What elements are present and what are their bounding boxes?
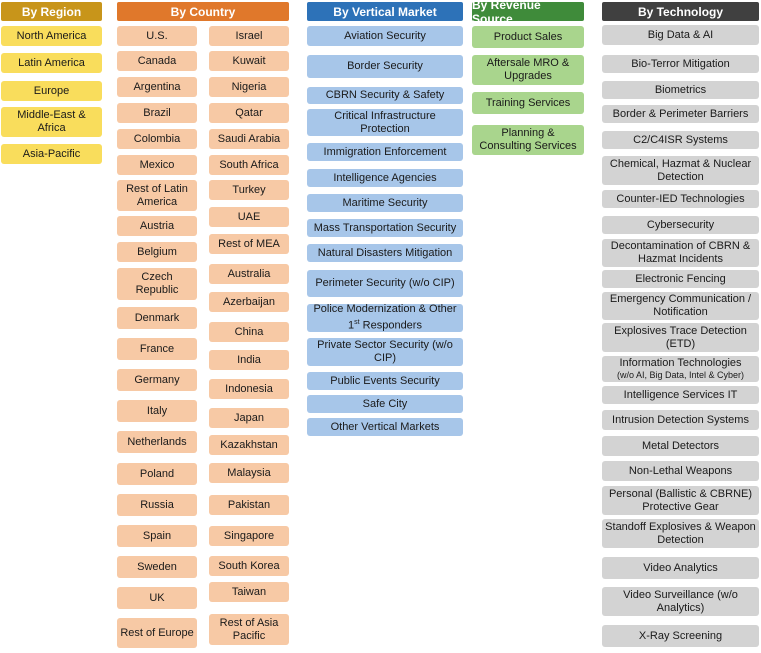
country-kazakhstan: Kazakhstan [209, 435, 289, 455]
tech-intelligence-services-it: Intelligence Services IT [602, 386, 759, 404]
country-azerbaijan: Azerbaijan [209, 292, 289, 312]
tech-chemical-hazmat-nuclear: Chemical, Hazmat & Nuclear Detection [602, 156, 759, 185]
country-sweden: Sweden [117, 556, 197, 578]
tech-emergency-communication: Emergency Communication / Notification [602, 292, 759, 320]
vertical-immigration-enforcement: Immigration Enforcement [307, 143, 463, 161]
country-south-korea: South Korea [209, 556, 289, 576]
country-canada: Canada [117, 51, 197, 71]
country-denmark: Denmark [117, 307, 197, 329]
tech-non-lethal-weapons: Non-Lethal Weapons [602, 461, 759, 481]
country-china: China [209, 322, 289, 342]
vertical-private-sector-security: Private Sector Security (w/o CIP) [307, 338, 463, 366]
tech-decontamination: Decontamination of CBRN & Hazmat Incidents [602, 239, 759, 267]
country-india: India [209, 350, 289, 370]
tech-electronic-fencing: Electronic Fencing [602, 270, 759, 288]
country-spain: Spain [117, 525, 197, 547]
vertical-natural-disasters: Natural Disasters Mitigation [307, 244, 463, 262]
tech-cybersecurity: Cybersecurity [602, 216, 759, 234]
country-uae: UAE [209, 207, 289, 227]
revenue-header: By Revenue Source [472, 2, 584, 21]
tech-personal-protective-gear: Personal (Ballistic & CBRNE) Protective Gear [602, 486, 759, 515]
tech-standoff-explosives: Standoff Explosives & Weapon Detection [602, 519, 759, 548]
vertical-mass-transportation: Mass Transportation Security [307, 219, 463, 237]
vertical-police-modernization: Police Modernization & Other 1st Responders [307, 304, 463, 332]
vertical-intelligence-agencies: Intelligence Agencies [307, 169, 463, 187]
country-header: By Country [117, 2, 289, 21]
region-middle-east-africa: Middle-East & Africa [1, 107, 102, 137]
tech-x-ray-screening: X-Ray Screening [602, 625, 759, 647]
country-indonesia: Indonesia [209, 379, 289, 399]
region-asia-pacific: Asia-Pacific [1, 144, 102, 164]
country-poland: Poland [117, 463, 197, 485]
vertical-header: By Vertical Market [307, 2, 463, 21]
region-north-america: North America [1, 26, 102, 46]
country-kuwait: Kuwait [209, 51, 289, 71]
country-france: France [117, 338, 197, 360]
country-saudi-arabia: Saudi Arabia [209, 129, 289, 149]
country-us: U.S. [117, 26, 197, 46]
country-australia: Australia [209, 264, 289, 284]
country-taiwan: Taiwan [209, 582, 289, 602]
country-nigeria: Nigeria [209, 77, 289, 97]
vertical-aviation-security: Aviation Security [307, 26, 463, 46]
country-czech-republic: Czech Republic [117, 268, 197, 300]
region-header: By Region [1, 2, 102, 21]
country-russia: Russia [117, 494, 197, 516]
country-belgium: Belgium [117, 242, 197, 262]
country-turkey: Turkey [209, 180, 289, 200]
country-singapore: Singapore [209, 526, 289, 546]
revenue-planning-consulting: Planning & Consulting Services [472, 125, 584, 155]
tech-video-analytics: Video Analytics [602, 557, 759, 579]
tech-video-surveillance: Video Surveillance (w/o Analytics) [602, 587, 759, 616]
country-japan: Japan [209, 408, 289, 428]
tech-biometrics: Biometrics [602, 81, 759, 99]
tech-c2-c4isr: C2/C4ISR Systems [602, 131, 759, 149]
country-rest-of-latin-america: Rest of Latin America [117, 180, 197, 211]
vertical-maritime-security: Maritime Security [307, 194, 463, 212]
country-austria: Austria [117, 216, 197, 236]
country-mexico: Mexico [117, 155, 197, 175]
vertical-cbrn-security-safety: CBRN Security & Safety [307, 87, 463, 104]
country-germany: Germany [117, 369, 197, 391]
country-italy: Italy [117, 400, 197, 422]
tech-intrusion-detection: Intrusion Detection Systems [602, 410, 759, 430]
vertical-safe-city: Safe City [307, 395, 463, 413]
tech-border-barriers: Border & Perimeter Barriers [602, 105, 759, 123]
vertical-public-events-security: Public Events Security [307, 372, 463, 390]
country-south-africa: South Africa [209, 155, 289, 175]
country-qatar: Qatar [209, 103, 289, 123]
vertical-critical-infrastructure: Critical Infrastructure Protection [307, 109, 463, 136]
vertical-other-markets: Other Vertical Markets [307, 418, 463, 436]
region-latin-america: Latin America [1, 53, 102, 73]
country-israel: Israel [209, 26, 289, 46]
country-uk: UK [117, 587, 197, 609]
vertical-perimeter-security: Perimeter Security (w/o CIP) [307, 270, 463, 297]
tech-information-technologies [602, 356, 759, 382]
region-europe: Europe [1, 81, 102, 101]
technology-header: By Technology [602, 2, 759, 21]
country-argentina: Argentina [117, 77, 197, 97]
revenue-training-services: Training Services [472, 92, 584, 114]
vertical-border-security: Border Security [307, 55, 463, 78]
revenue-aftersale-mro: Aftersale MRO & Upgrades [472, 55, 584, 85]
country-netherlands: Netherlands [117, 431, 197, 453]
tech-bio-terror: Bio-Terror Mitigation [602, 55, 759, 73]
country-pakistan: Pakistan [209, 495, 289, 515]
tech-big-data-ai: Big Data & AI [602, 25, 759, 45]
country-rest-of-europe: Rest of Europe [117, 618, 197, 648]
tech-metal-detectors: Metal Detectors [602, 436, 759, 456]
country-rest-of-asia-pacific: Rest of Asia Pacific [209, 614, 289, 645]
tech-counter-ied: Counter-IED Technologies [602, 190, 759, 208]
revenue-product-sales: Product Sales [472, 26, 584, 48]
tech-information-technologies-label: Information Technologies [619, 357, 742, 369]
tech-explosives-trace: Explosives Trace Detection (ETD) [602, 323, 759, 352]
country-brazil: Brazil [117, 103, 197, 123]
country-rest-of-mea: Rest of MEA [209, 234, 289, 254]
country-malaysia: Malaysia [209, 463, 289, 483]
tech-information-technologies-note: (w/o AI, Big Data, Intel & Cyber) [616, 370, 745, 380]
country-colombia: Colombia [117, 129, 197, 149]
